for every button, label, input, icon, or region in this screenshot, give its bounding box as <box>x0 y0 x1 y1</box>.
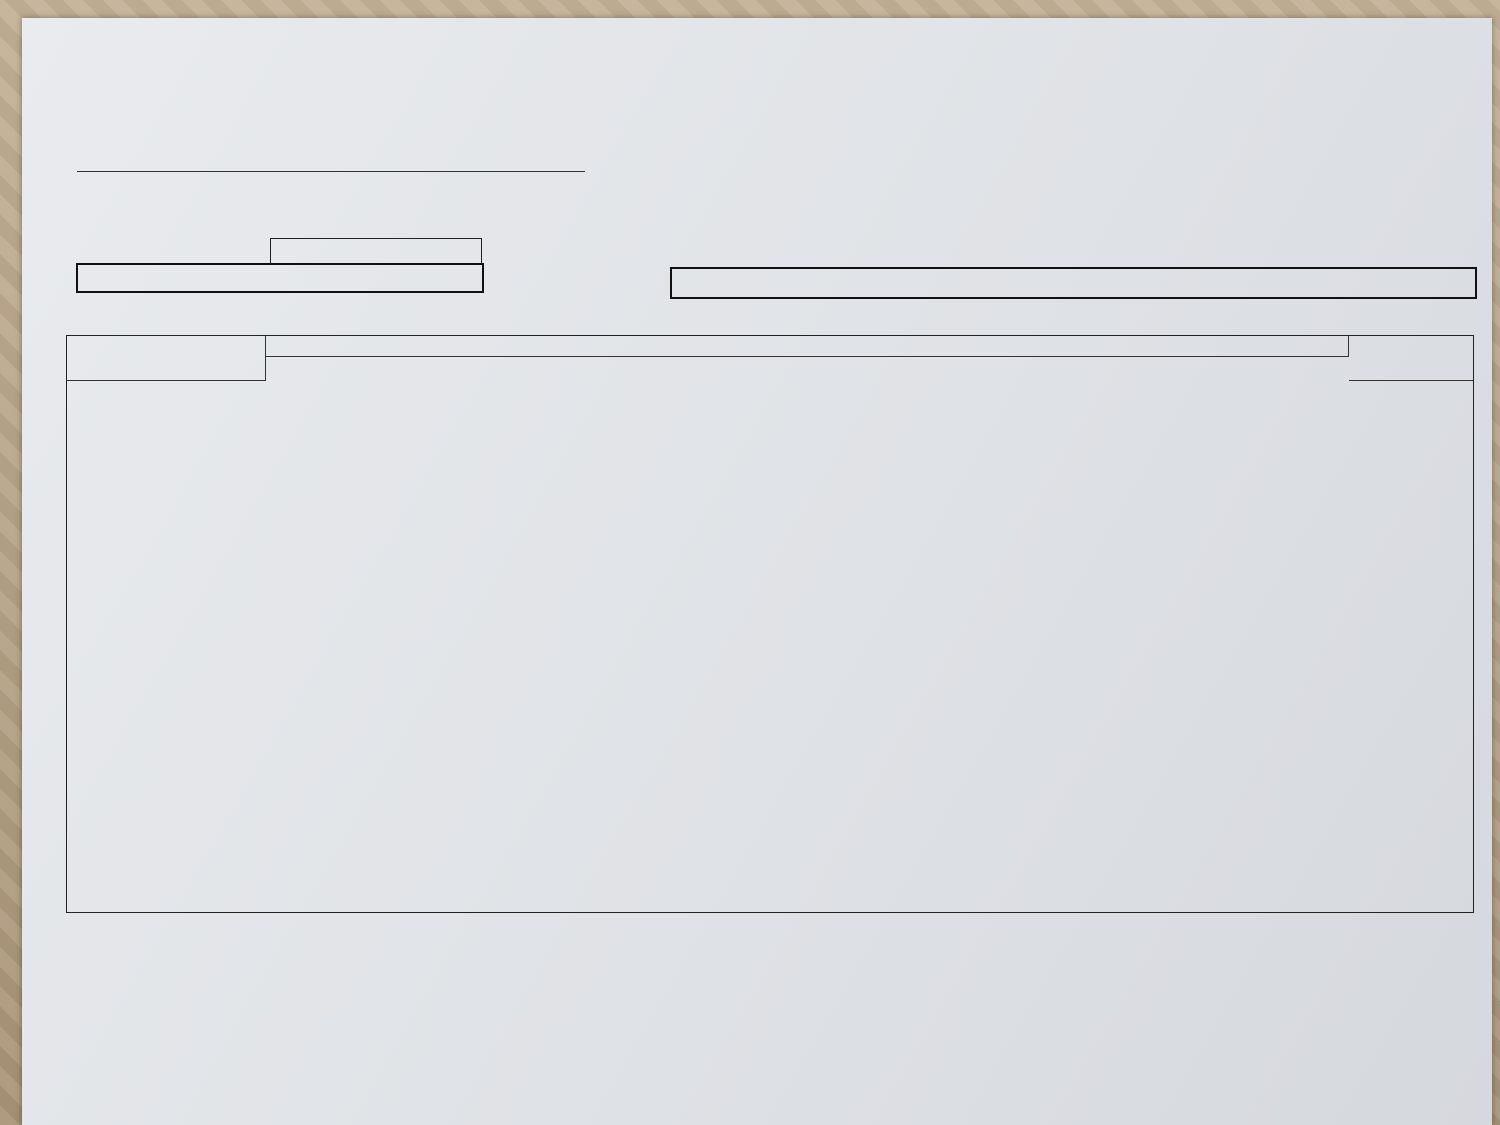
table-header-numbers <box>66 381 1474 399</box>
card-period <box>670 267 1477 299</box>
date-header-line2 <box>66 357 266 381</box>
blank-field-box <box>76 263 484 293</box>
institution-underline <box>77 171 585 172</box>
group-header <box>266 335 1349 357</box>
table-header-row-1 <box>66 335 1474 357</box>
document-sheet <box>22 18 1492 1125</box>
table-header-codes <box>66 357 1474 381</box>
edrpou-code <box>270 238 482 263</box>
date-header-line1 <box>66 335 266 357</box>
